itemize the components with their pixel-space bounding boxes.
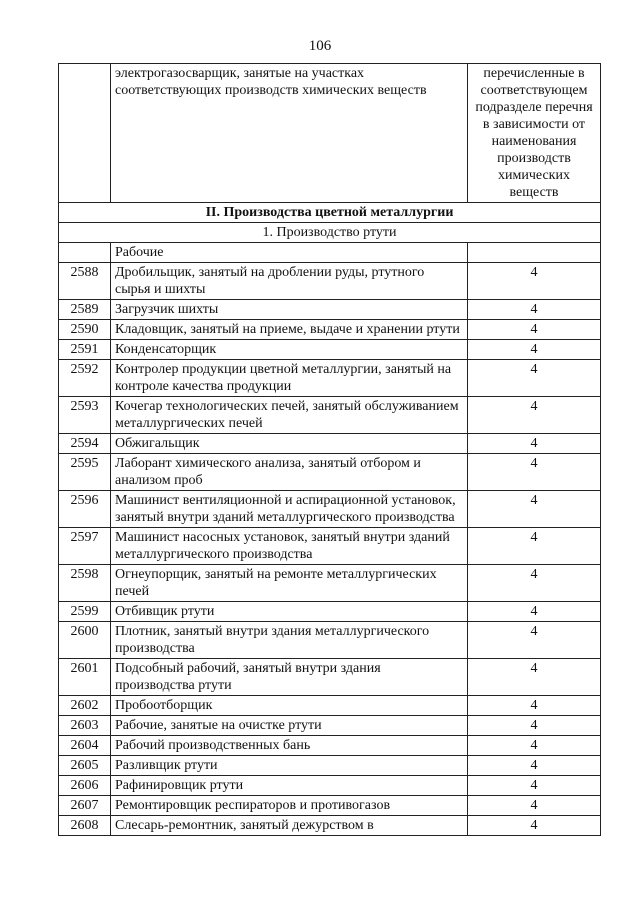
row-number: 2595	[59, 454, 111, 491]
row-value: 4	[468, 756, 601, 776]
row-number: 2603	[59, 716, 111, 736]
row-description: Загрузчик шихты	[111, 300, 468, 320]
row-value: 4	[468, 491, 601, 528]
subsection-row	[59, 223, 601, 243]
row-description: Кочегар технологических печей, занятый обслуживанием металлургических печей	[111, 397, 468, 434]
row-value: 4	[468, 716, 601, 736]
row-value: 4	[468, 565, 601, 602]
row-description: Обжигальщик	[111, 434, 468, 454]
continuation-description: электрогазосварщик, занятые на участках соответствующих производств химических веществ	[111, 64, 468, 203]
row-value: 4	[468, 434, 601, 454]
row-number: 2607	[59, 796, 111, 816]
row-description: Машинист насосных установок, занятый внутри зданий металлургического производства	[111, 528, 468, 565]
row-number: 2593	[59, 397, 111, 434]
row-value: 4	[468, 320, 601, 340]
row-number: 2594	[59, 434, 111, 454]
continuation-row	[59, 64, 601, 203]
row-number: 2605	[59, 756, 111, 776]
row-number: 2600	[59, 622, 111, 659]
row-value: 4	[468, 622, 601, 659]
table-row	[59, 602, 601, 622]
table-row	[59, 263, 601, 300]
row-value: 4	[468, 602, 601, 622]
row-description: Плотник, занятый внутри здания металлургического производства	[111, 622, 468, 659]
row-number: 2598	[59, 565, 111, 602]
table-row	[59, 696, 601, 716]
table-row	[59, 528, 601, 565]
group-num-cell	[59, 243, 111, 263]
table-row	[59, 659, 601, 696]
table-row	[59, 796, 601, 816]
row-description: Дробильщик, занятый на дроблении руды, ртутного сырья и шихты	[111, 263, 468, 300]
row-description: Лаборант химического анализа, занятый отбором и анализом проб	[111, 454, 468, 491]
row-description: Контролер продукции цветной металлургии, занятый на контроле качества продукции	[111, 360, 468, 397]
page-number: 106	[308, 38, 332, 54]
row-number: 2606	[59, 776, 111, 796]
table-row	[59, 565, 601, 602]
row-description: Разливщик ртути	[111, 756, 468, 776]
row-number: 2602	[59, 696, 111, 716]
row-description: Слесарь-ремонтник, занятый дежурством в	[111, 816, 468, 836]
section-title: II. Производства цветной металлургии	[59, 203, 601, 223]
group-label: Рабочие	[111, 243, 468, 263]
row-number: 2590	[59, 320, 111, 340]
table-row	[59, 622, 601, 659]
row-number: 2591	[59, 340, 111, 360]
row-value: 4	[468, 528, 601, 565]
row-number: 2599	[59, 602, 111, 622]
table-row	[59, 816, 601, 836]
row-value: 4	[468, 659, 601, 696]
row-value: 4	[468, 816, 601, 836]
row-description: Ремонтировщик респираторов и противогазов	[111, 796, 468, 816]
row-value: 4	[468, 796, 601, 816]
row-value: 4	[468, 736, 601, 756]
row-description: Кладовщик, занятый на приеме, выдаче и хранении ртути	[111, 320, 468, 340]
row-number: 2597	[59, 528, 111, 565]
row-description: Подсобный рабочий, занятый внутри здания производства ртути	[111, 659, 468, 696]
table-row	[59, 320, 601, 340]
table-row	[59, 776, 601, 796]
row-value: 4	[468, 454, 601, 491]
occupation-table	[58, 63, 601, 836]
row-number: 2601	[59, 659, 111, 696]
table-row	[59, 491, 601, 528]
table-row	[59, 397, 601, 434]
row-number: 2588	[59, 263, 111, 300]
row-number: 2596	[59, 491, 111, 528]
row-description: Машинист вентиляционной и аспирационной установок, занятый внутри зданий металлургического производства	[111, 491, 468, 528]
group-row	[59, 243, 601, 263]
row-value: 4	[468, 360, 601, 397]
row-description: Конденсаторщик	[111, 340, 468, 360]
row-value: 4	[468, 263, 601, 300]
row-number: 2592	[59, 360, 111, 397]
table-row	[59, 736, 601, 756]
row-description: Рабочие, занятые на очистке ртути	[111, 716, 468, 736]
row-value: 4	[468, 776, 601, 796]
table-row	[59, 360, 601, 397]
table-row	[59, 340, 601, 360]
row-description: Пробоотборщик	[111, 696, 468, 716]
row-value: 4	[468, 340, 601, 360]
table-row	[59, 716, 601, 736]
row-description: Огнеупорщик, занятый на ремонте металлургических печей	[111, 565, 468, 602]
table-row	[59, 434, 601, 454]
continuation-value: перечисленные в соответствующем подразделе перечня в зависимости от наименования производств химических веществ	[468, 64, 601, 203]
row-description: Рабочий производственных бань	[111, 736, 468, 756]
table-row	[59, 454, 601, 491]
row-number: 2589	[59, 300, 111, 320]
row-number: 2604	[59, 736, 111, 756]
section-row	[59, 203, 601, 223]
row-description: Отбивщик ртути	[111, 602, 468, 622]
row-value: 4	[468, 300, 601, 320]
row-value: 4	[468, 696, 601, 716]
table-row	[59, 300, 601, 320]
row-description: Рафинировщик ртути	[111, 776, 468, 796]
subsection-title: 1. Производство ртути	[59, 223, 601, 243]
table-row	[59, 756, 601, 776]
continuation-num-cell	[59, 64, 111, 203]
row-number: 2608	[59, 816, 111, 836]
row-value: 4	[468, 397, 601, 434]
group-value-cell	[468, 243, 601, 263]
